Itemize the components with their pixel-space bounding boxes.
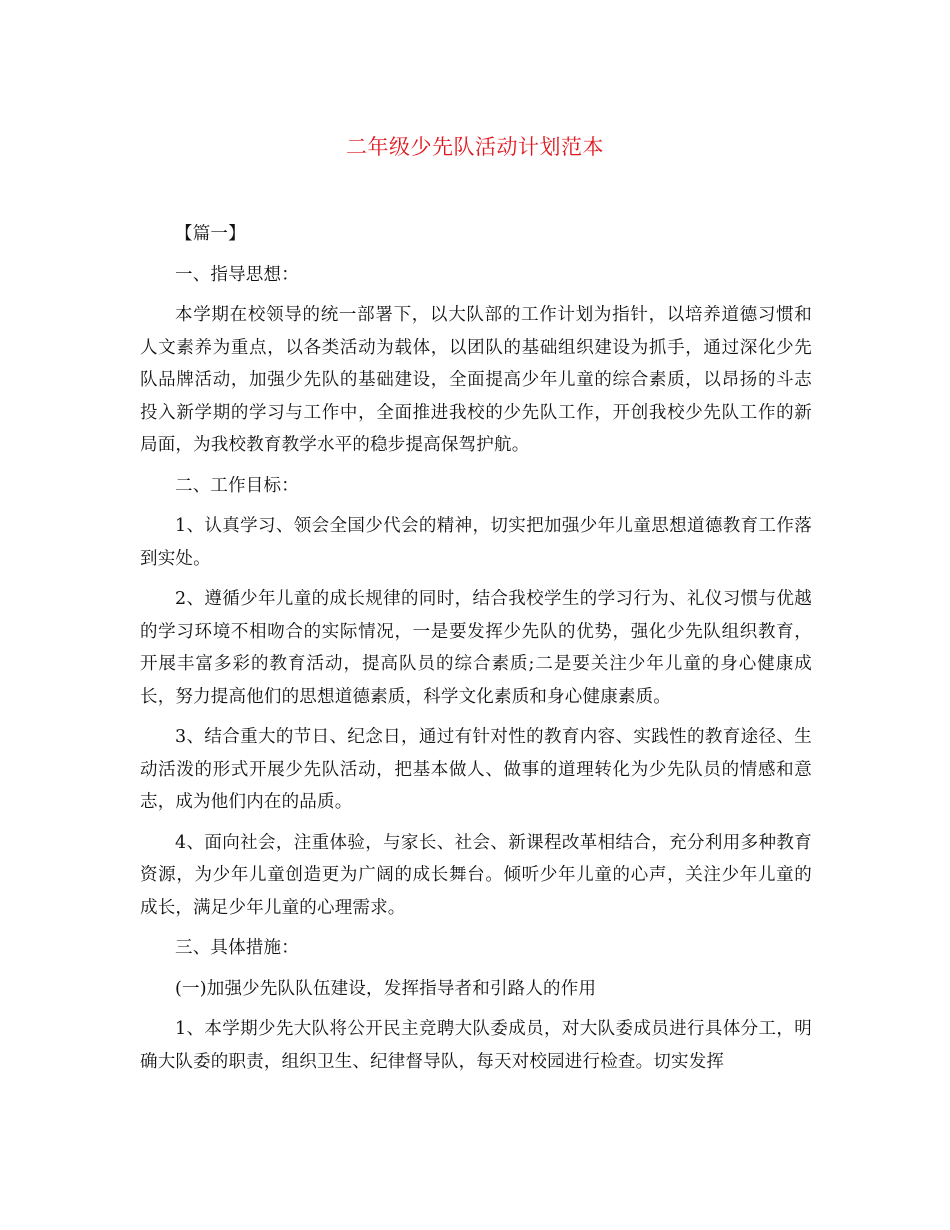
paragraph-goal-3: 3、结合重大的节日、纪念日，通过有针对性的教育内容、实践性的教育途径、生动活泼的形式开展少先队活动，把基本做人、做事的道理转化为少先队员的情感和意志，成为他们内在的品质。	[140, 727, 812, 812]
paragraph-measure-1-1: 1、本学期少先大队将公开民主竞聘大队委成员，对大队委成员进行具体分工，明确大队委的职责，组织卫生、纪律督导队，每天对校园进行检查。切实发挥	[140, 1019, 812, 1072]
heading-specific-measures: 三、具体措施：	[175, 938, 299, 958]
heading-guiding-ideology: 一、指导思想：	[175, 264, 299, 285]
paragraph-guiding-ideology: 本学期在校领导的统一部署下，以大队部的工作计划为指针，以培养道德习惯和人文素养为重点，以各类活动为载体，以团队的基础组织建设为抓手，通过深化少先队品牌活动，加强少先队的基础建设，全面提高少年儿童的综合素质，以昂扬的斗志投入新学期的学习与工作中，全面推进我校的少先队工作，开创我校少先队工作的新局面，为我校教育教学水平的稳步提高保驾护航。	[140, 305, 812, 455]
paragraph-goal-2: 2、遵循少年儿童的成长规律的同时，结合我校学生的学习行为、礼仪习惯与优越的学习环境不相吻合的实际情况，一是要发挥少先队的优势，强化少先队组织教育，开展丰富多彩的教育活动，提高队员的综合素质;二是要关注少年儿童的身心健康成长，努力提高他们的思想道德素质，科学文化素质和身心健康素质。	[140, 589, 812, 707]
document-body	[140, 218, 812, 1086]
subheading-measure-1: (一)加强少先队队伍建设，发挥指导者和引路人的作用	[175, 978, 597, 999]
heading-work-goals: 二、工作目标：	[175, 475, 299, 496]
document-title: 二年级少先队活动计划范本	[346, 135, 604, 159]
paragraph-goal-4: 4、面向社会，注重体验，与家长、社会、新课程改革相结合，充分利用多种教育资源，为少年儿童创造更为广阔的成长舞台。倾听少年儿童的心声，关注少年儿童的成长，满足少年儿童的心理需求。	[140, 832, 812, 918]
paragraph-goal-1: 1、认真学习、领会全国少代会的精神，切实把加强少年儿童思想道德教育工作落到实处。	[140, 516, 812, 569]
section-label: 【篇一】	[175, 224, 246, 244]
